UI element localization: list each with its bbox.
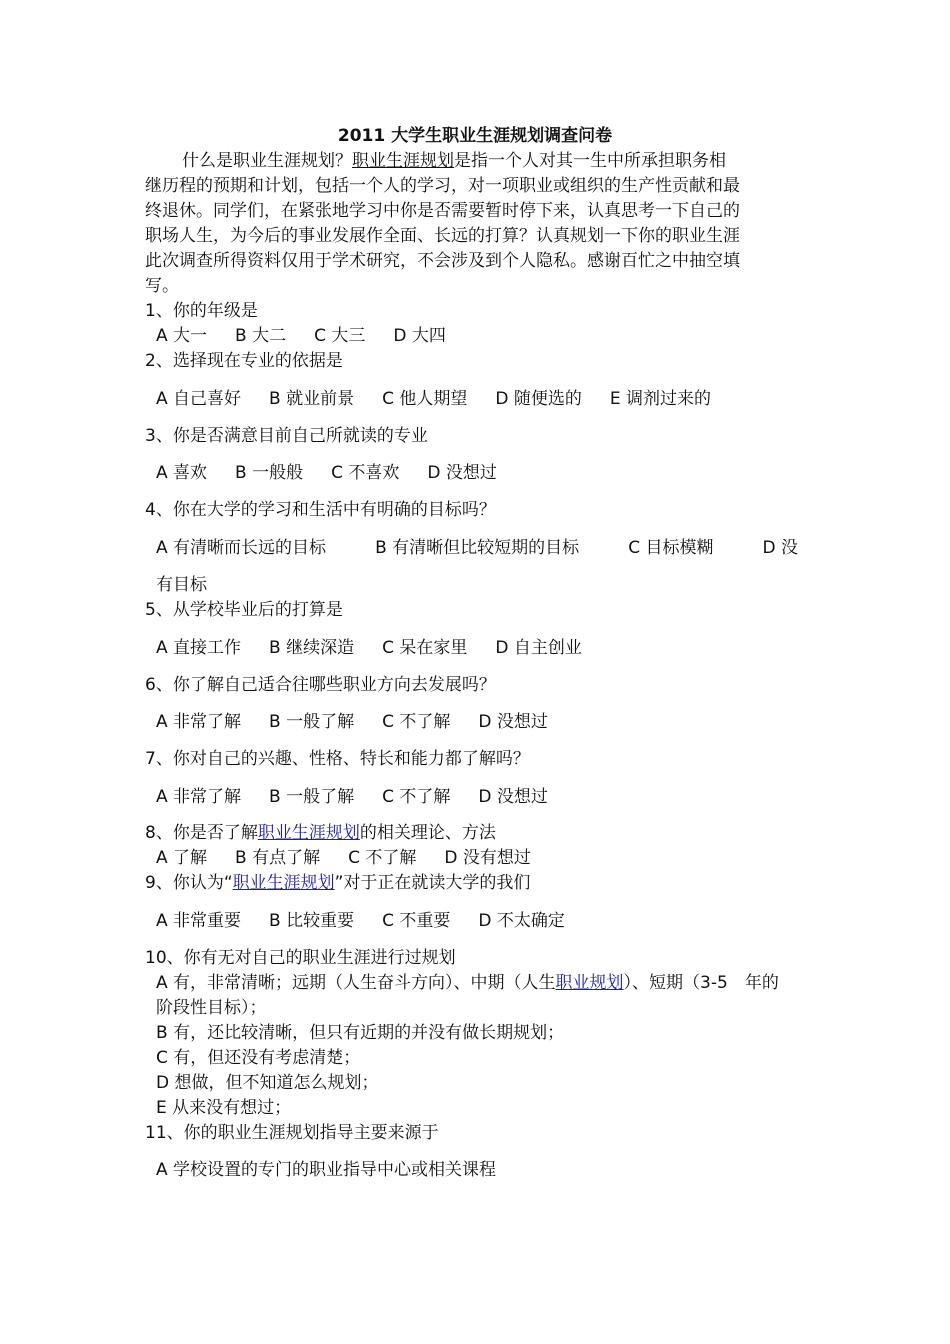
option-d[interactable]: D 没想过 [427,463,497,483]
option-b[interactable]: B 一般了解 [269,712,355,732]
option-a[interactable]: A 大一 [156,326,208,346]
option-c[interactable]: C 大三 [314,326,366,346]
career-plan-link[interactable]: 职业规划 [555,973,624,993]
option-d[interactable]: D 自主创业 [495,638,582,658]
option-b[interactable]: B 有清晰但比较短期的目标 [375,538,580,558]
question-9 [145,871,815,896]
question-1: 1、你的年级是 [145,301,258,321]
question-2: 2、选择现在专业的依据是 [145,351,343,371]
intro-line-4: 职场人生，为今后的事业发展作全面、长远的打算？认真规划一下你的职业生涯 [145,226,740,246]
question-8-options [156,846,826,871]
question-10-option-e[interactable]: E 从来没有想过； [156,1098,292,1118]
question-10-option-d[interactable]: D 想做，但不知道怎么规划； [156,1073,379,1093]
question-1-options [156,324,826,349]
question-2-options [156,387,826,412]
intro-line-6: 写。 [145,276,179,296]
career-planning-link[interactable]: 职业生涯规划 [352,151,454,171]
option-e[interactable]: E 调剂过来的 [609,389,712,409]
intro-line-2: 继历程的预期和计划，包括一个人的学习，对一项职业或组织的生产性贡献和最 [145,176,740,196]
option-a[interactable]: A 自己喜好 [156,389,242,409]
option-text: ）、短期（3-5 年的 [623,973,779,993]
intro-text: 什么是职业生涯规划？ [182,151,352,171]
question-6: 6、你了解自己适合往哪些职业方向去发展吗？ [145,675,496,695]
option-b[interactable]: B 比较重要 [269,911,355,931]
question-10-option-b[interactable]: B 有，还比较清晰，但只有近期的并没有做长期规划； [156,1023,565,1043]
option-c[interactable]: C 不重要 [382,911,451,931]
intro-line-1 [182,149,812,174]
option-a[interactable]: A 非常重要 [156,911,242,931]
option-b[interactable]: B 一般般 [235,463,304,483]
option-c[interactable]: C 不了解 [382,787,451,807]
option-b[interactable]: B 继续深造 [269,638,355,658]
option-a[interactable]: A 了解 [156,848,208,868]
intro-line-5: 此次调查所得资料仅用于学术研究，不会涉及到个人隐私。感谢百忙之中抽空填 [145,251,740,271]
document-title: 2011 大学生职业生涯规划调查问卷 [337,126,613,146]
option-b[interactable]: B 大二 [235,326,287,346]
question-3: 3、你是否满意目前自己所就读的专业 [145,426,428,446]
option-b[interactable]: B 就业前景 [269,389,355,409]
option-a[interactable]: A 非常了解 [156,787,242,807]
option-c[interactable]: C 目标模糊 [628,538,714,558]
option-c[interactable]: C 不喜欢 [331,463,400,483]
question-9-options [156,909,826,934]
question-7: 7、你对自己的兴趣、性格、特长和能力都了解吗？ [145,749,530,769]
intro-text: 是指一个人对其一生中所承担职务相 [454,151,726,171]
question-5: 5、从学校毕业后的打算是 [145,600,343,620]
option-a[interactable]: A 有清晰而长远的目标 [156,538,327,558]
question-6-options [156,710,826,735]
question-11-option-a[interactable]: A 学校设置的专门的职业指导中心或相关课程 [156,1160,497,1180]
option-c[interactable]: C 呆在家里 [382,638,468,658]
question-text: ”对于正在就读大学的我们 [334,873,531,893]
option-c[interactable]: C 不了解 [348,848,417,868]
option-a[interactable]: A 直接工作 [156,638,242,658]
option-c[interactable]: C 不了解 [382,712,451,732]
option-d[interactable]: D 没想过 [478,712,548,732]
question-10-option-a[interactable] [156,971,806,996]
option-c[interactable]: C 他人期望 [382,389,468,409]
question-4-options [156,536,798,561]
question-7-options [156,785,826,810]
intro-line-3: 终退休。同学们，在紧张地学习中你是否需要暂时停下来，认真思考一下自己的 [145,201,740,221]
question-3-options [156,461,826,486]
question-text: 8、你是否了解 [145,823,258,843]
career-planning-link[interactable]: 职业生涯规划 [232,873,335,893]
career-planning-link[interactable]: 职业生涯规划 [257,823,360,843]
question-10-option-c[interactable]: C 有，但还没有考虑清楚； [156,1048,361,1068]
option-d[interactable]: D 大四 [393,326,446,346]
option-d[interactable]: D 没有想过 [444,848,531,868]
option-d[interactable]: D 没 [762,538,798,558]
question-text: 9、你认为“ [145,873,233,893]
question-text: 的相关理论、方法 [359,823,496,843]
question-8 [145,821,815,846]
question-4-option-d-continued: 有目标 [156,575,207,595]
option-b[interactable]: B 一般了解 [269,787,355,807]
question-10-option-a-continued: 阶段性目标）； [156,998,267,1018]
option-a[interactable]: A 喜欢 [156,463,208,483]
option-d[interactable]: D 没想过 [478,787,548,807]
option-text: A 有，非常清晰；远期（人生奋斗方向）、中期（人生 [156,973,556,993]
option-a[interactable]: A 非常了解 [156,712,242,732]
option-d[interactable]: D 随便选的 [495,389,582,409]
question-10: 10、你有无对自己的职业生涯进行过规划 [145,948,456,968]
option-b[interactable]: B 有点了解 [235,848,321,868]
option-d[interactable]: D 不太确定 [478,911,565,931]
question-4: 4、你在大学的学习和生活中有明确的目标吗？ [145,500,496,520]
question-5-options [156,636,826,661]
question-11: 11、你的职业生涯规划指导主要来源于 [145,1123,439,1143]
